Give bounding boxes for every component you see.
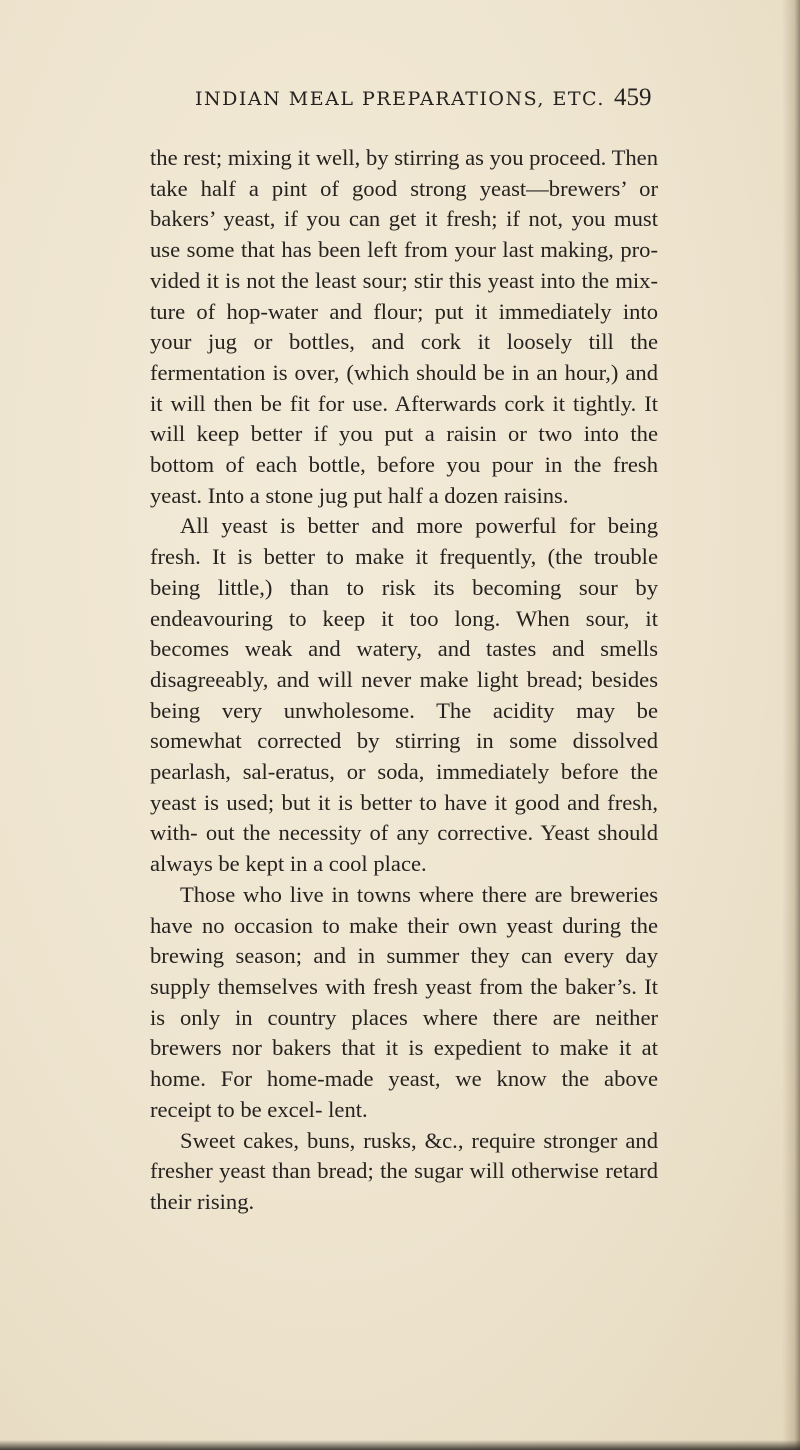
body-text xyxy=(150,143,658,1218)
paragraph: Sweet cakes, buns, rusks, &c., require stronger and fresher yeast than bread; the sugar will otherwise retard their rising. xyxy=(150,1127,658,1214)
paragraph: the rest; mixing it well, by stirring as you proceed. Then take half a pint of good strong yeast—brewers’ or bakers’ yeast, if you can get it fresh; if not, you must use some that has been left from your last making, pro- vided it is not the least sour; stir this yeast into the mix- ture of hop-water and flour; put it immediately into your jug or bottles, and cork it loosely till the fermentation is over, (which should be in an hour,) and it will then be fit for use. Afterwards cork it tightly. It will keep better if you put a raisin or two into the bottom of each bottle, before you pour in the fresh yeast. Into a stone jug put half a dozen raisins. xyxy=(150,145,658,508)
page-edge-shadow xyxy=(782,0,800,1450)
page-number: 459 xyxy=(614,84,652,111)
page-bottom-edge xyxy=(0,1440,800,1450)
paragraph: All yeast is better and more powerful for being fresh. It is better to make it frequently, (the trouble being little,) than to risk its becoming sour by endeavouring to keep it too long. When sour, it becomes weak and watery, and tastes and smells disagreeably, and will never make light bread; besides being very unwholesome. The acidity may be somewhat corrected by stirring in some dissolved pearlash, sal-eratus, or soda, immediately before the yeast is used; but it is better to have it good and fresh, with- out the necessity of any corrective. Yeast should always be kept in a cool place. xyxy=(150,513,658,877)
running-header: INDIAN MEAL PREPARATIONS, ETC. xyxy=(195,88,605,110)
paragraph: Those who live in towns where there are breweries have no occasion to make their own yeast during the brewing season; and in summer they can every day supply themselves with fresh yeast from the baker’s. It is only in country places where there are neither brewers nor bakers that it is expedient to make it at home. For home-made yeast, we know the above receipt to be excel- lent. xyxy=(150,881,658,1122)
